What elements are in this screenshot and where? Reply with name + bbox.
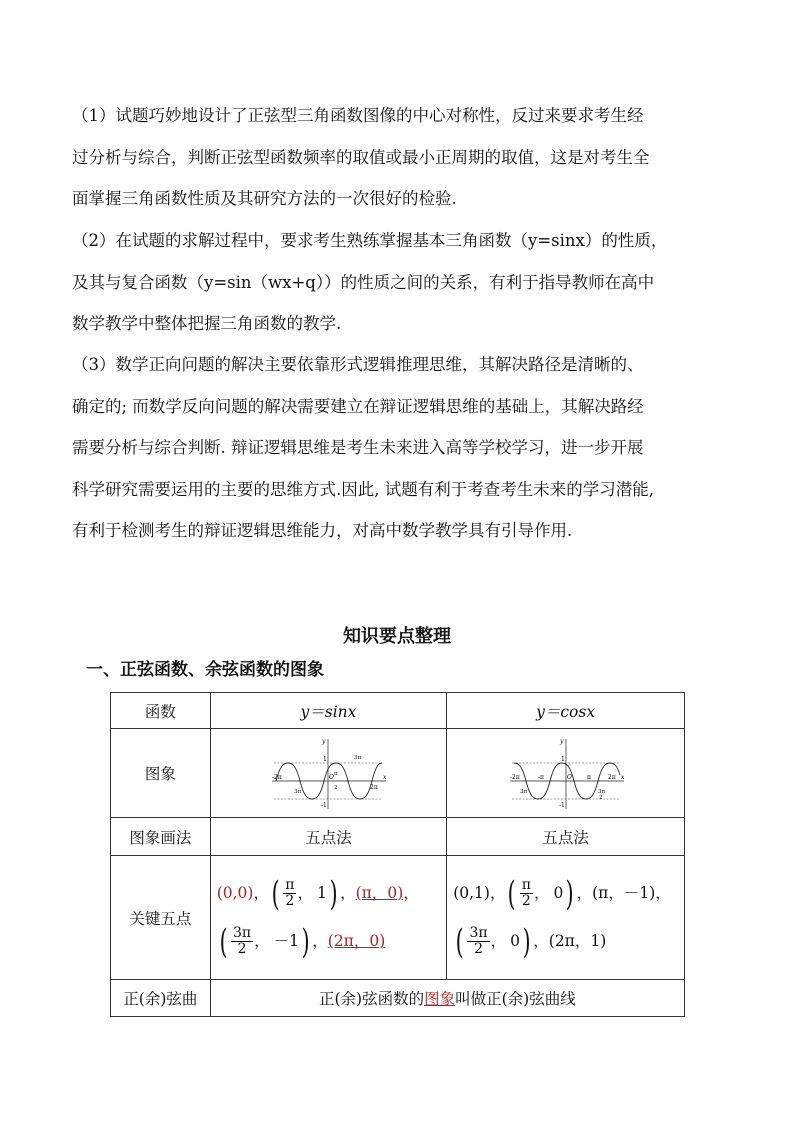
label-two-pi: 2π	[370, 784, 379, 791]
paragraph-1	[72, 95, 732, 220]
sin-key-points: (0,0) ， ( $\frac{\pi}{2}$ ， 1 ) ， (π，0) ， ( $\frac{3\pi}{2}$ ， －1 ) ， (2π，0)	[210, 856, 447, 980]
label-three-pi: 3π	[354, 755, 362, 761]
label-two-pi: 2π	[607, 774, 616, 781]
label-x: x	[620, 774, 624, 781]
key-points-label: 关键五点	[111, 856, 211, 980]
table-row	[111, 693, 685, 729]
table-row	[111, 856, 685, 980]
frac-den: 2	[521, 893, 531, 909]
sin-point-4: ( $\frac{3\pi}{2}$ ， －1 )	[219, 921, 310, 962]
point-value: 1	[316, 883, 327, 902]
table-row	[111, 729, 685, 818]
paragraph-2	[72, 220, 732, 345]
label-three-pi: 3π	[597, 789, 605, 795]
label-pi: π	[586, 774, 591, 781]
frac-num: 3π	[469, 925, 488, 942]
formula-var: x	[347, 702, 357, 721]
formula-prefix: y＝sin	[300, 702, 348, 721]
label-neg-two-pi: -2π	[272, 774, 283, 781]
label-origin: O	[329, 774, 335, 781]
frac-num: π	[285, 877, 295, 894]
text-line: 面掌握三角函数性质及其研究方法的一次很好的检验.	[72, 189, 457, 208]
label-den: 2	[598, 795, 603, 801]
table-row	[111, 980, 685, 1017]
label-one: 1	[560, 756, 565, 763]
cos-point-1: (0,1)	[453, 883, 490, 902]
point-value: 0	[553, 883, 564, 902]
curve-text: 叫做正(余)弦曲线	[455, 990, 576, 1008]
point-value: 0	[510, 931, 520, 950]
text-line: （1）试题巧妙地设计了正弦型三角函数图像的中心对称性，反过来要求考生经	[72, 106, 644, 125]
label-den: 2	[334, 785, 338, 791]
frac-num: 3π	[232, 925, 252, 942]
method-cos: 五点法	[447, 818, 685, 856]
header-function-label: 函数	[111, 693, 211, 729]
section-title: 知识要点整理	[343, 626, 451, 647]
header-sin	[210, 693, 447, 729]
point-value: －1	[273, 931, 299, 950]
curve-row-label: 正(余)弦曲	[111, 980, 211, 1017]
label-pi-num: π	[334, 771, 339, 777]
label-y: y	[322, 738, 326, 745]
label-neg-two-pi: -2π	[509, 774, 520, 781]
cos-point-2: ( $\frac{\pi}{2}$ ， 0 )	[508, 873, 574, 914]
cos-point-4: ( $\frac{3\pi}{2}$ ， 0 )	[455, 921, 531, 962]
text-line: 及其与复合函数（y=sin（wx+q））的性质之间的关系，有利于指导教师在高中	[72, 272, 655, 292]
text-line: 确定的; 而数学反向问题的解决需要建立在辩证逻辑思维的基础上，其解决路经	[72, 396, 644, 416]
cos-point-5: (2π，1)	[548, 931, 607, 950]
curve-definition	[210, 980, 684, 1017]
function-table	[110, 692, 685, 1017]
curve-text: 正(余)弦函数的	[318, 990, 425, 1008]
sin-point-1: (0,0)	[216, 883, 254, 902]
label-neg-three-pi: 3π	[519, 789, 527, 795]
formula-prefix: y＝cos	[536, 702, 587, 721]
method-sin: 五点法	[210, 818, 447, 856]
label-neg-pi: -π	[537, 774, 544, 781]
text-line: （2）在试题的求解过程中，要求考生熟练掌握基本三角函数（y=sinx）的性质，	[72, 231, 668, 250]
formula-var: x	[586, 702, 596, 721]
frac-num: π	[521, 877, 531, 894]
sin-point-5: (2π，0)	[327, 931, 386, 950]
frac-den: 2	[285, 893, 295, 909]
frac-den: 2	[237, 941, 247, 957]
graph-row-label: 图象	[111, 729, 211, 818]
text-line: 科学研究需要运用的主要的思维方式.因此, 试题有利于考查考生未来的学习潜能,	[72, 479, 654, 499]
cos-key-points: (0,1) ， ( $\frac{\pi}{2}$ ， 0 ) ， (π，－1) ， ( $\frac{3\pi}{2}$ ， 0 ) ， (2π，1)	[447, 856, 685, 980]
cos-graph-cell	[447, 729, 685, 818]
table-row	[111, 818, 685, 856]
text-line: 需要分析与综合判断. 辩证逻辑思维是考生未来进入高等学校学习，进一步开展	[72, 438, 644, 457]
text-line: 有利于检测考生的辩证逻辑思维能力，对高中数学教学具有引导作用.	[72, 521, 573, 540]
sin-point-2: ( $\frac{\pi}{2}$ ， 1 )	[271, 873, 338, 914]
label-neg-one: -1	[321, 802, 328, 809]
label-x: x	[383, 774, 387, 781]
cos-graph	[504, 735, 628, 811]
sin-graph-cell	[210, 729, 447, 818]
paragraph-3	[72, 344, 732, 552]
label-neg-one: -1	[558, 802, 565, 809]
method-row-label: 图象画法	[111, 818, 211, 856]
text-line: （3）数学正向问题的解决主要依靠形式逻辑推理思维，其解决路径是清晰的、	[72, 355, 644, 374]
sin-point-3: (π，0)	[355, 883, 404, 902]
label-origin: O	[566, 774, 572, 781]
label-neg-three-pi: 3π	[294, 789, 302, 795]
text-line: 过分析与综合，判断正弦型函数频率的取值或最小正周期的取值，这是对考生全	[72, 147, 650, 167]
label-y: y	[559, 738, 563, 745]
graph-link[interactable]: 图象	[424, 990, 456, 1008]
section-heading: 一、正弦函数、余弦函数的图象	[86, 660, 324, 680]
header-cos	[447, 693, 685, 729]
label-one: 1	[323, 756, 328, 763]
cos-point-3: (π，－1)	[592, 883, 656, 902]
sin-graph	[266, 735, 390, 811]
frac-den: 2	[474, 941, 483, 957]
text-line: 数学教学中整体把握三角函数的教学.	[72, 314, 342, 333]
